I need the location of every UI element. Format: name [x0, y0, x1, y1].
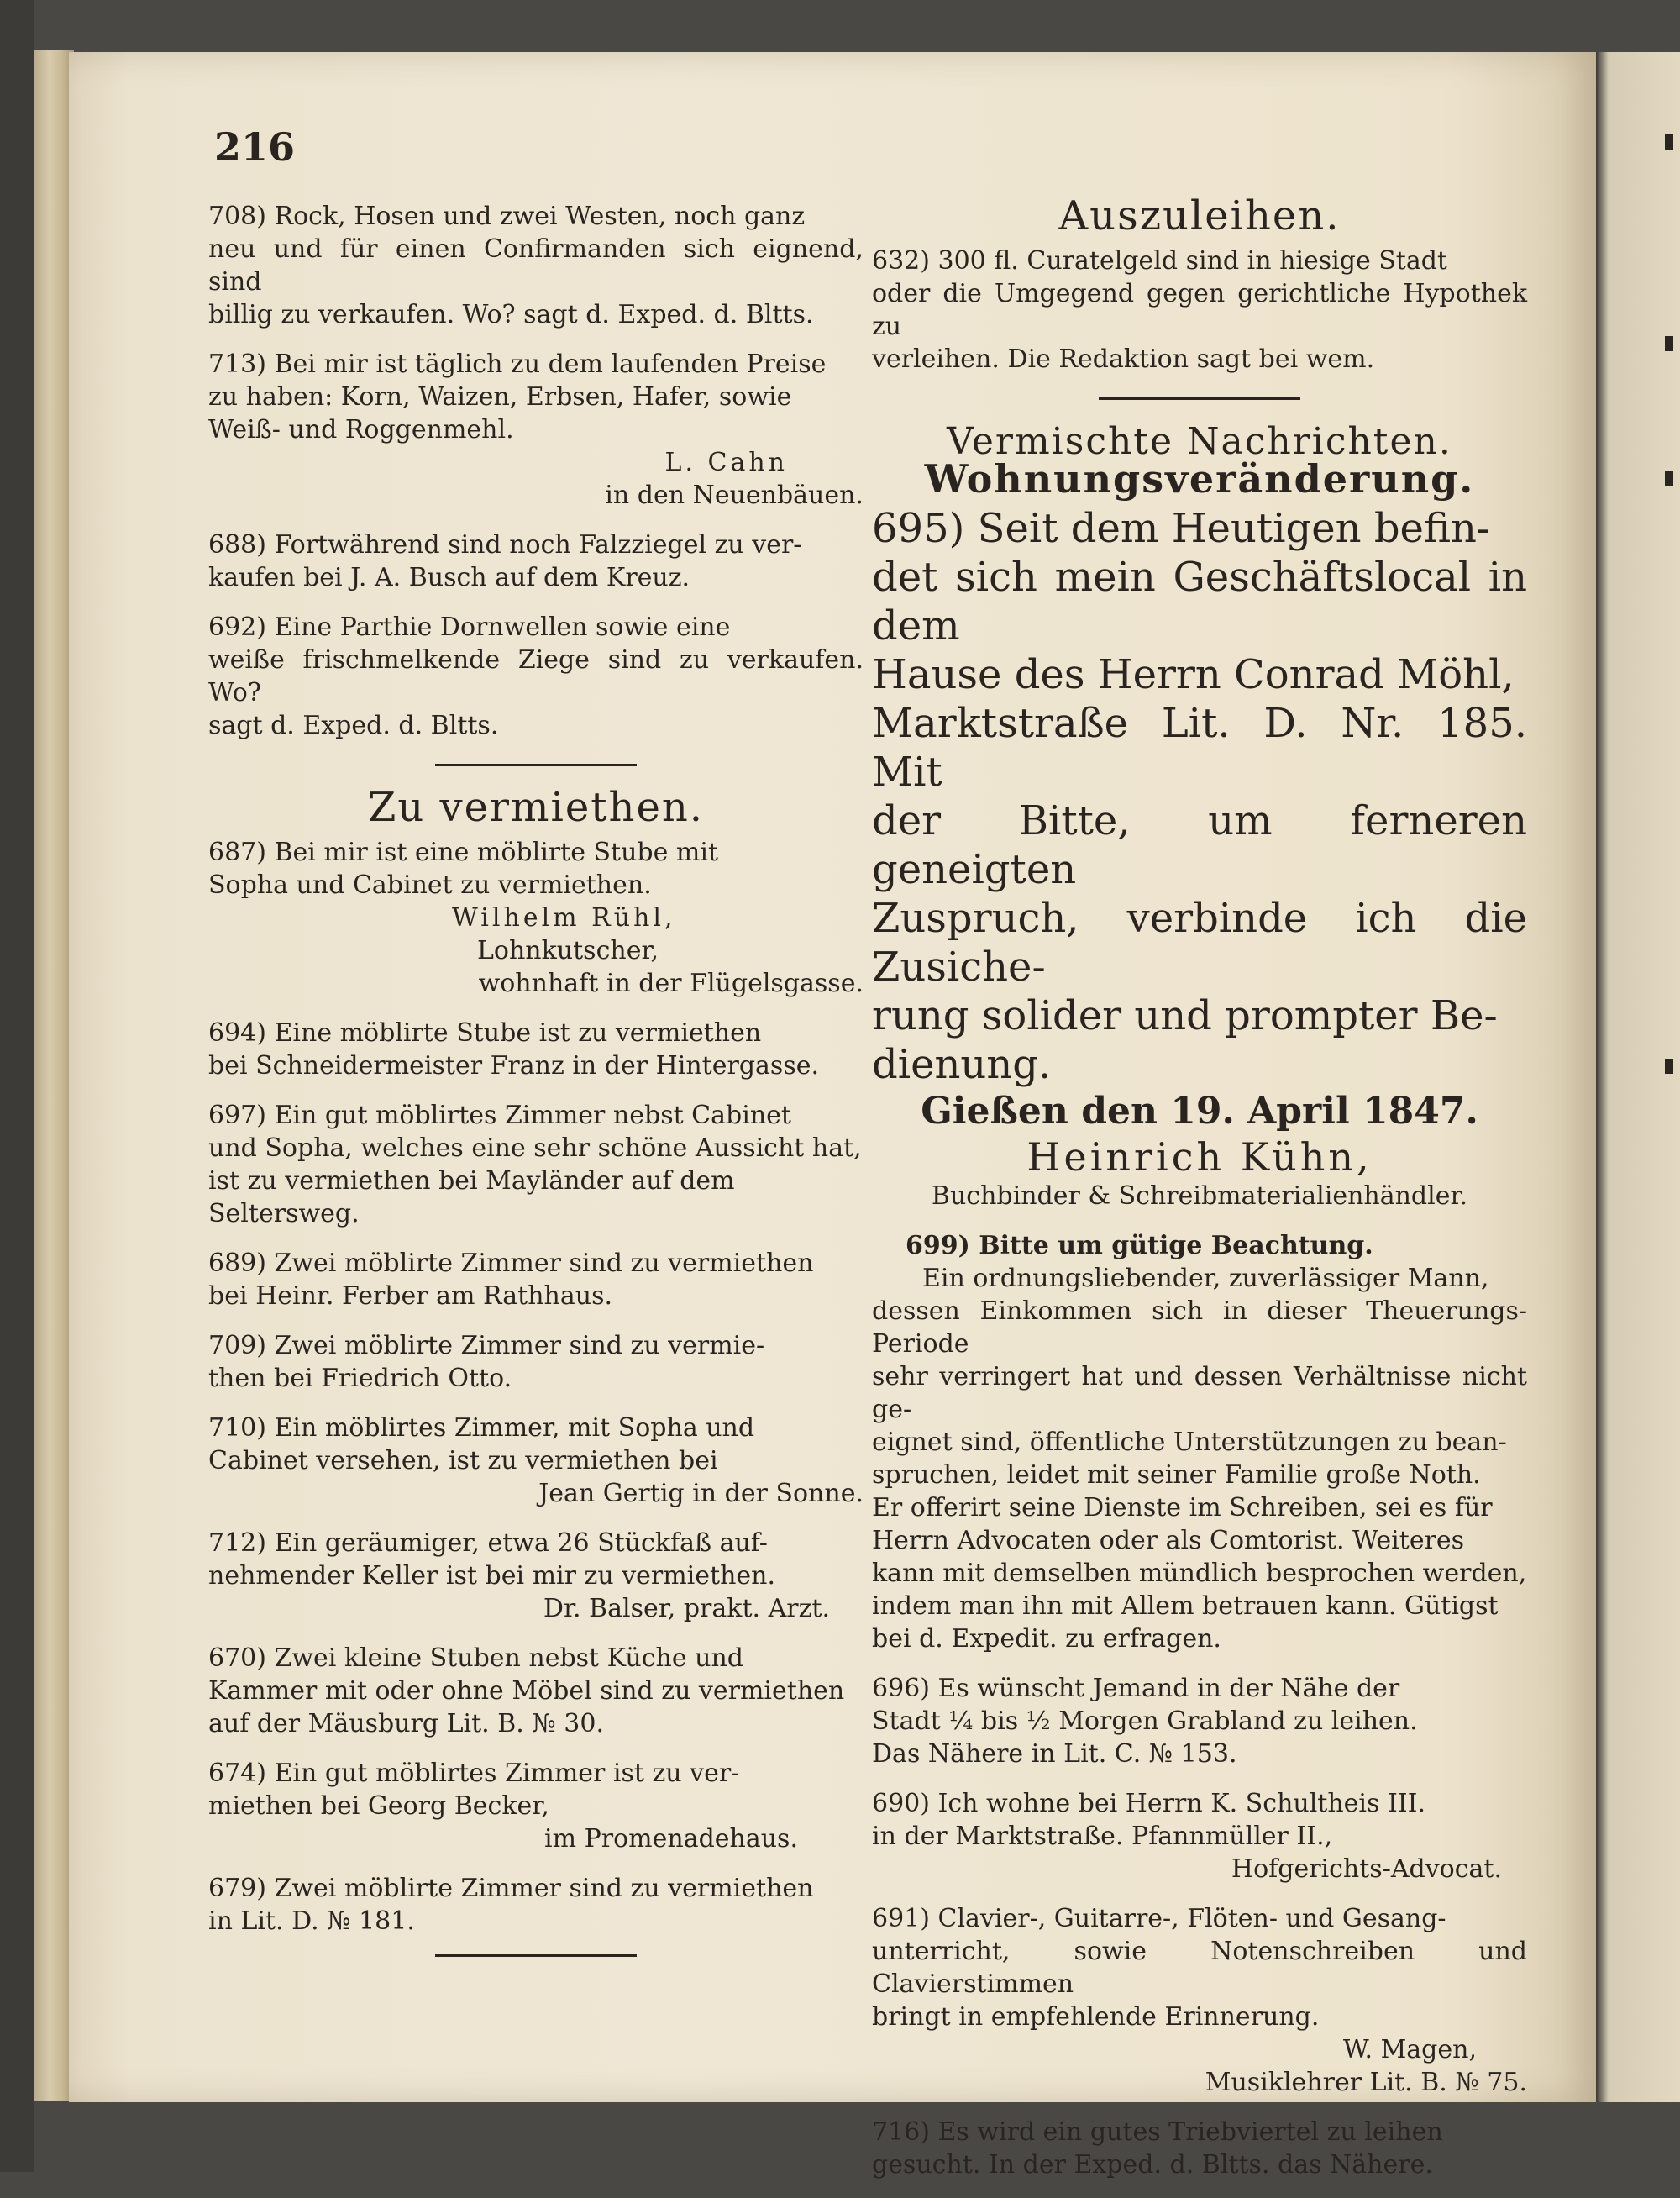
- ad-line: Hause des Herrn Conrad Möhl,: [872, 651, 1515, 698]
- ad-710: [208, 1412, 864, 1510]
- section-heading: Zu vermiethen.: [367, 784, 705, 831]
- ad-line: spruchen, leidet mit seiner Familie große Noth.: [872, 1460, 1481, 1490]
- ad-line: bei Heinr. Ferber am Rathhaus.: [208, 1281, 613, 1311]
- ad-line: then bei Friedrich Otto.: [208, 1364, 512, 1393]
- section-divider: [435, 1954, 637, 1957]
- signature: Wilhelm Rühl,: [452, 903, 676, 933]
- section-heading: Auszuleihen.: [1058, 192, 1341, 239]
- ad-line: Kammer mit oder ohne Möbel sind zu vermiethen: [208, 1676, 845, 1706]
- ad-line: eignet sind, öffentliche Unterstützungen zu bean-: [872, 1428, 1507, 1457]
- ad-line: Cabinet versehen, ist zu vermiethen bei: [208, 1446, 718, 1475]
- ad-line: 687) Bei mir ist eine möblirte Stube mit: [208, 838, 719, 867]
- ad-line: Stadt ¼ bis ½ Morgen Grabland zu leihen.: [872, 1706, 1418, 1736]
- signature: im Promenadehaus.: [544, 1824, 798, 1854]
- ad-line: und Sopha, welches eine sehr schöne Aussicht hat,: [208, 1133, 862, 1163]
- ad-line: auf der Mäusburg Lit. B. № 30.: [208, 1709, 605, 1738]
- ad-line: 670) Zwei kleine Stuben nebst Küche und: [208, 1643, 743, 1673]
- ad-691: [872, 1902, 1527, 2099]
- ad-line: ist zu vermiethen bei Mayländer auf dem: [208, 1166, 735, 1196]
- facing-page-mark: [1665, 1059, 1673, 1074]
- ad-line: Ein ordnungsliebender, zuverlässiger Mann,: [922, 1264, 1489, 1293]
- ad-line: 689) Zwei möblirte Zimmer sind zu vermiethen: [208, 1249, 814, 1278]
- section-heading: Vermischte Nachrichten.: [947, 420, 1452, 463]
- ad-line: 679) Zwei möblirte Zimmer sind zu vermiethen: [208, 1874, 814, 1903]
- ad-line: 674) Ein gut möblirtes Zimmer ist zu ver-: [208, 1759, 740, 1788]
- ad-line: Weiß- und Roggenmehl.: [208, 415, 514, 444]
- ad-line: 690) Ich wohne bei Herrn K. Schultheis III.: [872, 1789, 1426, 1818]
- ad-line: in Lit. D. № 181.: [208, 1906, 415, 1936]
- page-stack-edge: [34, 50, 74, 2101]
- signature-title: Buchbinder & Schreibmaterialienhändler.: [931, 1181, 1468, 1211]
- signature: Musiklehrer Lit. B. № 75.: [1205, 2068, 1527, 2097]
- signature: Hofgerichts-Advocat.: [1231, 1854, 1502, 1884]
- ad-708: [208, 200, 864, 331]
- ad-date: Gießen den 19. April 1847.: [921, 1090, 1478, 1133]
- ad-716: [872, 2116, 1527, 2181]
- ad-heading: 699) Bitte um gütige Beachtung.: [906, 1231, 1373, 1260]
- ad-line: nehmender Keller ist bei mir zu vermiethen.: [208, 1561, 776, 1591]
- ad-632: [872, 245, 1527, 376]
- book-binding: [0, 0, 34, 2172]
- ad-line: 709) Zwei möblirte Zimmer sind zu vermie-: [208, 1331, 765, 1360]
- ad-line: zu haben: Korn, Waizen, Erbsen, Hafer, sowie: [208, 382, 792, 412]
- ad-690: [872, 1787, 1527, 1885]
- left-column: [208, 200, 864, 1982]
- facing-page-mark: [1665, 134, 1673, 150]
- ad-line: bei d. Expedit. zu erfragen.: [872, 1624, 1221, 1654]
- ad-line: miethen bei Georg Becker,: [208, 1791, 549, 1821]
- ad-line: bringt in empfehlende Erinnerung.: [872, 2002, 1320, 2032]
- ad-689: [208, 1247, 864, 1312]
- ad-line: 688) Fortwährend sind noch Falzziegel zu ver-: [208, 530, 802, 560]
- section-divider: [435, 764, 637, 766]
- ad-line: 712) Ein geräumiger, etwa 26 Stückfaß auf-: [208, 1528, 768, 1558]
- ad-line: unterricht, sowie Notenschreiben und Clavierstimmen: [872, 1937, 1527, 1999]
- ad-line: 696) Es wünscht Jemand in der Nähe der: [872, 1674, 1400, 1703]
- ad-line: weiße frischmelkende Ziege sind zu verkaufen. Wo?: [208, 645, 864, 707]
- signature: in den Neuenbäuen.: [605, 481, 864, 510]
- ad-line: bei Schneidermeister Franz in der Hintergasse.: [208, 1051, 820, 1081]
- ad-line: oder die Umgegend gegen gerichtliche Hypothek zu: [872, 279, 1527, 341]
- ad-line: 697) Ein gut möblirtes Zimmer nebst Cabinet: [208, 1101, 791, 1130]
- ad-713: [208, 348, 864, 512]
- ad-line: 695) Seit dem Heutigen befin-: [872, 505, 1491, 552]
- ad-line: Seltersweg.: [208, 1199, 360, 1228]
- ad-line: in der Marktstraße. Pfannmüller II.,: [872, 1822, 1333, 1851]
- signature: W. Magen,: [1342, 2035, 1477, 2064]
- ad-heading: Wohnungsveränderung.: [924, 456, 1475, 502]
- facing-page-mark: [1665, 336, 1673, 351]
- ad-679: [208, 1872, 864, 1938]
- ad-699: [872, 1229, 1527, 1655]
- ad-687: [208, 836, 864, 1000]
- ad-712: [208, 1527, 864, 1625]
- facing-page-edge: [1596, 52, 1680, 2102]
- ad-line: Er offerirt seine Dienste im Schreiben, sei es für: [872, 1493, 1493, 1522]
- ad-line: Zuspruch, verbinde ich die Zusiche-: [872, 895, 1527, 991]
- ad-line: Das Nähere in Lit. C. № 153.: [872, 1739, 1237, 1769]
- ad-line: neu und für einen Confirmanden sich eignend, sind: [208, 234, 864, 297]
- ad-line: kaufen bei J. A. Busch auf dem Kreuz.: [208, 563, 690, 592]
- signature: wohnhaft in der Flügelsgasse.: [478, 969, 864, 998]
- ad-line: 708) Rock, Hosen und zwei Westen, noch ganz: [208, 202, 806, 231]
- ad-line: dessen Einkommen sich in dieser Theuerungs-Periode: [872, 1296, 1527, 1359]
- signature: Lohnkutscher,: [477, 936, 659, 965]
- ad-694: [208, 1017, 864, 1082]
- ad-line: kann mit demselben mündlich besprochen werden,: [872, 1559, 1527, 1588]
- ad-695: [872, 504, 1527, 1212]
- ad-line: 632) 300 fl. Curatelgeld sind in hiesige Stadt: [872, 246, 1447, 276]
- ad-696: [872, 1672, 1527, 1770]
- ad-line: sehr verringert hat und dessen Verhältnisse nicht ge-: [872, 1362, 1527, 1424]
- ad-line: verleihen. Die Redaktion sagt bei wem.: [872, 344, 1375, 374]
- ad-709: [208, 1329, 864, 1395]
- ad-line: Sopha und Cabinet zu vermiethen.: [208, 870, 652, 900]
- section-divider: [1099, 397, 1300, 400]
- facing-page-mark: [1665, 471, 1673, 486]
- ad-670: [208, 1642, 864, 1740]
- ad-line: Marktstraße Lit. D. Nr. 185. Mit: [872, 700, 1527, 796]
- signature: Heinrich Kühn,: [1026, 1134, 1373, 1180]
- ad-line: 694) Eine möblirte Stube ist zu vermiethen: [208, 1018, 762, 1048]
- ad-line: dienung.: [872, 1041, 1052, 1088]
- ad-line: sagt d. Exped. d. Bltts.: [208, 711, 499, 740]
- ad-674: [208, 1757, 864, 1855]
- ad-line: der Bitte, um ferneren geneigten: [872, 797, 1527, 893]
- ad-line: 716) Es wird ein gutes Triebviertel zu leihen: [872, 2117, 1443, 2147]
- ad-line: 710) Ein möblirtes Zimmer, mit Sopha und: [208, 1413, 755, 1443]
- right-column: [872, 192, 1527, 2198]
- ad-line: rung solider und prompter Be-: [872, 992, 1498, 1039]
- ad-line: billig zu verkaufen. Wo? sagt d. Exped. d. Bltts.: [208, 300, 814, 329]
- ad-line: 713) Bei mir ist täglich zu dem laufenden Preise: [208, 350, 827, 379]
- ad-line: indem man ihn mit Allem betrauen kann. Gütigst: [872, 1591, 1499, 1621]
- signature: Dr. Balser, prakt. Arzt.: [543, 1594, 830, 1623]
- ad-692: [208, 611, 864, 742]
- ad-line: Herrn Advocaten oder als Comtorist. Weiteres: [872, 1526, 1465, 1555]
- ad-line: det sich mein Geschäftslocal in dem: [872, 554, 1527, 649]
- ad-688: [208, 528, 864, 594]
- ad-line: gesucht. In der Exped. d. Bltts. das Nähere.: [872, 2150, 1433, 2180]
- ad-line: 692) Eine Parthie Dornwellen sowie eine: [208, 613, 731, 642]
- page-number: 216: [214, 124, 296, 170]
- ad-line: 691) Clavier-, Guitarre-, Flöten- und Gesang-: [872, 1904, 1446, 1933]
- ad-697: [208, 1099, 864, 1230]
- signature: L. Cahn: [664, 448, 788, 477]
- signature: Jean Gertig in der Sonne.: [538, 1479, 864, 1508]
